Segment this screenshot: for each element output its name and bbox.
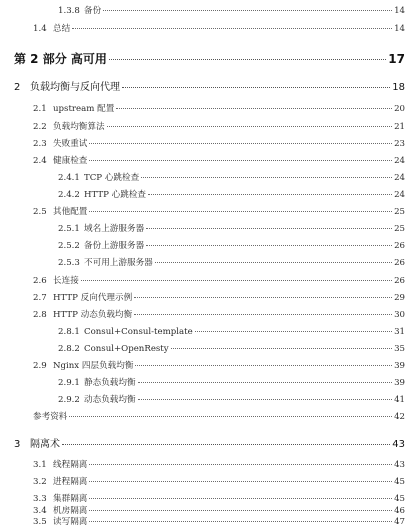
toc-entry-page: 42 bbox=[394, 412, 405, 422]
toc-entry[interactable] bbox=[58, 240, 405, 252]
toc-part-heading[interactable] bbox=[14, 51, 405, 67]
toc-entry[interactable] bbox=[33, 121, 405, 133]
toc-entry-number: 2.9.1 bbox=[58, 378, 80, 388]
toc-entry-page: 30 bbox=[394, 310, 405, 320]
dot-leader bbox=[107, 126, 392, 127]
toc-entry[interactable] bbox=[58, 377, 405, 389]
dot-leader bbox=[103, 10, 392, 11]
dot-leader bbox=[89, 510, 392, 511]
toc-entry-page: 43 bbox=[394, 460, 405, 470]
toc-entry-page: 23 bbox=[394, 139, 405, 149]
toc-entry-number: 2.8.2 bbox=[58, 344, 80, 354]
toc-entry-page: 29 bbox=[394, 293, 405, 303]
toc-entry-page: 24 bbox=[394, 156, 405, 166]
dot-leader bbox=[116, 108, 392, 109]
toc-entry-page: 31 bbox=[394, 327, 405, 337]
toc-entry[interactable] bbox=[58, 257, 405, 269]
dot-leader bbox=[134, 314, 392, 315]
dot-leader bbox=[89, 481, 392, 482]
dot-leader bbox=[135, 365, 392, 366]
chapter-page: 43 bbox=[392, 439, 405, 450]
toc-entry-page: 24 bbox=[394, 190, 405, 200]
toc-entry-page: 26 bbox=[394, 258, 405, 268]
toc-entry[interactable] bbox=[33, 275, 405, 287]
toc-entry-title: 参考资料 bbox=[33, 412, 68, 422]
dot-leader bbox=[146, 228, 392, 229]
toc-entry-title: Consul+Consul-template bbox=[84, 327, 193, 337]
toc-entry-page: 25 bbox=[394, 224, 405, 234]
dot-leader bbox=[138, 399, 392, 400]
dot-leader bbox=[141, 177, 392, 178]
toc-entry-title: 动态负载均衡 bbox=[84, 395, 136, 405]
toc-entry-title: 健康检查 bbox=[53, 156, 88, 166]
toc-entry-page: 26 bbox=[394, 241, 405, 251]
toc-entry-number: 2.5.3 bbox=[58, 258, 80, 268]
dot-leader bbox=[89, 160, 392, 161]
toc-entry-title: 进程隔离 bbox=[53, 477, 88, 487]
toc-entry-title: 静态负载均衡 bbox=[84, 378, 136, 388]
toc-entry-page: 45 bbox=[394, 494, 405, 504]
toc-entry-title: 域名上游服务器 bbox=[84, 224, 145, 234]
toc-entry-number: 2.3 bbox=[33, 139, 47, 149]
toc-entry-title: HTTP 反向代理示例 bbox=[53, 293, 133, 303]
toc-entry-title: 线程隔离 bbox=[53, 460, 88, 470]
toc-entry-page: 35 bbox=[394, 344, 405, 354]
toc-entry[interactable] bbox=[33, 103, 405, 115]
toc-entry-title: 备份上游服务器 bbox=[84, 241, 145, 251]
chapter-number: 2 bbox=[14, 82, 21, 93]
dot-leader bbox=[148, 194, 392, 195]
toc-entry-page: 41 bbox=[394, 395, 405, 405]
toc-entry[interactable] bbox=[33, 138, 405, 150]
toc-entry-title: HTTP 动态负载均衡 bbox=[53, 310, 133, 320]
toc-entry[interactable] bbox=[58, 5, 405, 17]
toc-entry[interactable] bbox=[58, 189, 405, 201]
toc-entry-number: 3.5 bbox=[33, 517, 47, 527]
toc-entry[interactable] bbox=[33, 360, 405, 372]
toc-entry-number: 1.3.8 bbox=[58, 6, 80, 16]
toc-entry-title: upstream 配置 bbox=[53, 104, 115, 114]
dot-leader bbox=[81, 280, 392, 281]
toc-entry-number: 3.3 bbox=[33, 494, 47, 504]
toc-entry-number: 2.1 bbox=[33, 104, 47, 114]
chapter-number: 3 bbox=[14, 439, 21, 450]
toc-entry-page: 39 bbox=[394, 378, 405, 388]
toc-entry-page: 45 bbox=[394, 477, 405, 487]
toc-entry[interactable] bbox=[33, 292, 405, 304]
toc-entry[interactable] bbox=[33, 23, 405, 35]
toc-entry-title: 备份 bbox=[84, 6, 102, 16]
toc-entry-page: 14 bbox=[394, 24, 405, 34]
toc-entry-title: 负载均衡算法 bbox=[53, 122, 105, 132]
toc-entry-number: 2.6 bbox=[33, 276, 47, 286]
toc-entry-title: 其他配置 bbox=[53, 207, 88, 217]
dot-leader bbox=[134, 297, 392, 298]
dot-leader bbox=[69, 416, 392, 417]
toc-entry-title: 不可用上游服务器 bbox=[84, 258, 153, 268]
toc-entry-title: 失败重试 bbox=[53, 139, 88, 149]
toc-entry-number: 2.4.1 bbox=[58, 173, 80, 183]
toc-entry-number: 2.4.2 bbox=[58, 190, 80, 200]
toc-entry-page: 20 bbox=[394, 104, 405, 114]
toc-entry-title: Consul+OpenResty bbox=[84, 344, 169, 354]
toc-entry-number: 3.1 bbox=[33, 460, 47, 470]
dot-leader bbox=[89, 498, 392, 499]
toc-chapter-heading[interactable] bbox=[14, 438, 405, 452]
toc-chapter-heading[interactable] bbox=[14, 81, 405, 95]
toc-entry-number: 2.7 bbox=[33, 293, 47, 303]
toc-entry[interactable] bbox=[58, 326, 405, 338]
toc-entry-title: 总结 bbox=[53, 24, 71, 34]
toc-entry-number: 1.4 bbox=[33, 24, 47, 34]
toc-entry-number: 2.5.1 bbox=[58, 224, 80, 234]
toc-entry-number: 2.8.1 bbox=[58, 327, 80, 337]
dot-leader bbox=[89, 521, 392, 522]
toc-entry-page: 39 bbox=[394, 361, 405, 371]
toc-entry[interactable] bbox=[58, 223, 405, 235]
dot-leader bbox=[122, 87, 390, 88]
toc-entry-number: 3.2 bbox=[33, 477, 47, 487]
toc-entry[interactable] bbox=[33, 206, 405, 218]
dot-leader bbox=[155, 262, 392, 263]
toc-entry-number: 2.5 bbox=[33, 207, 47, 217]
dot-leader bbox=[89, 143, 392, 144]
dot-leader bbox=[89, 464, 392, 465]
dot-leader bbox=[146, 245, 392, 246]
toc-entry-page: 14 bbox=[394, 6, 405, 16]
part-page: 17 bbox=[388, 52, 405, 66]
toc-entry-number: 2.9 bbox=[33, 361, 47, 371]
toc-entry-title: Nginx 四层负载均衡 bbox=[53, 361, 134, 371]
toc-entry-title: 长连接 bbox=[53, 276, 79, 286]
toc-entry-number: 2.9.2 bbox=[58, 395, 80, 405]
dot-leader bbox=[72, 28, 392, 29]
toc-entry[interactable] bbox=[33, 459, 405, 471]
dot-leader bbox=[138, 382, 392, 383]
toc-entry-number: 3.4 bbox=[33, 506, 47, 516]
toc-entry[interactable] bbox=[58, 343, 405, 355]
toc-entry-number: 2.2 bbox=[33, 122, 47, 132]
toc-entry-page: 24 bbox=[394, 173, 405, 183]
toc-entry-number: 2.5.2 bbox=[58, 241, 80, 251]
toc-entry-title: HTTP 心跳检查 bbox=[84, 190, 147, 200]
chapter-page: 18 bbox=[392, 82, 405, 93]
dot-leader bbox=[109, 59, 386, 60]
toc-entry-page: 26 bbox=[394, 276, 405, 286]
toc-entry-page: 47 bbox=[394, 517, 405, 527]
dot-leader bbox=[62, 444, 390, 445]
toc-entry-page: 46 bbox=[394, 506, 405, 516]
toc-entry[interactable] bbox=[33, 155, 405, 167]
chapter-title: 负载均衡与反向代理 bbox=[30, 82, 120, 93]
toc-entry-number: 2.8 bbox=[33, 310, 47, 320]
toc-entry[interactable] bbox=[33, 411, 405, 423]
dot-leader bbox=[195, 331, 392, 332]
chapter-title: 隔离术 bbox=[30, 439, 60, 450]
watermark bbox=[404, 56, 413, 81]
toc-entry-page: 25 bbox=[394, 207, 405, 217]
toc-entry[interactable] bbox=[33, 309, 405, 321]
toc-entry-title: 机房隔离 bbox=[53, 506, 88, 516]
dot-leader bbox=[89, 211, 392, 212]
part-title: 第 2 部分 高可用 bbox=[14, 52, 107, 66]
toc-entry-title: TCP 心跳检查 bbox=[84, 173, 140, 183]
toc-entry-title: 读写隔离 bbox=[53, 517, 88, 527]
toc-entry[interactable] bbox=[33, 476, 405, 488]
toc-entry[interactable] bbox=[58, 172, 405, 184]
toc-entry[interactable] bbox=[33, 493, 405, 505]
dot-leader bbox=[171, 348, 392, 349]
toc-entry[interactable] bbox=[33, 516, 405, 528]
toc-entry-number: 2.4 bbox=[33, 156, 47, 166]
toc-entry-title: 集群隔离 bbox=[53, 494, 88, 504]
toc-entry[interactable] bbox=[58, 394, 405, 406]
toc-entry-page: 21 bbox=[394, 122, 405, 132]
